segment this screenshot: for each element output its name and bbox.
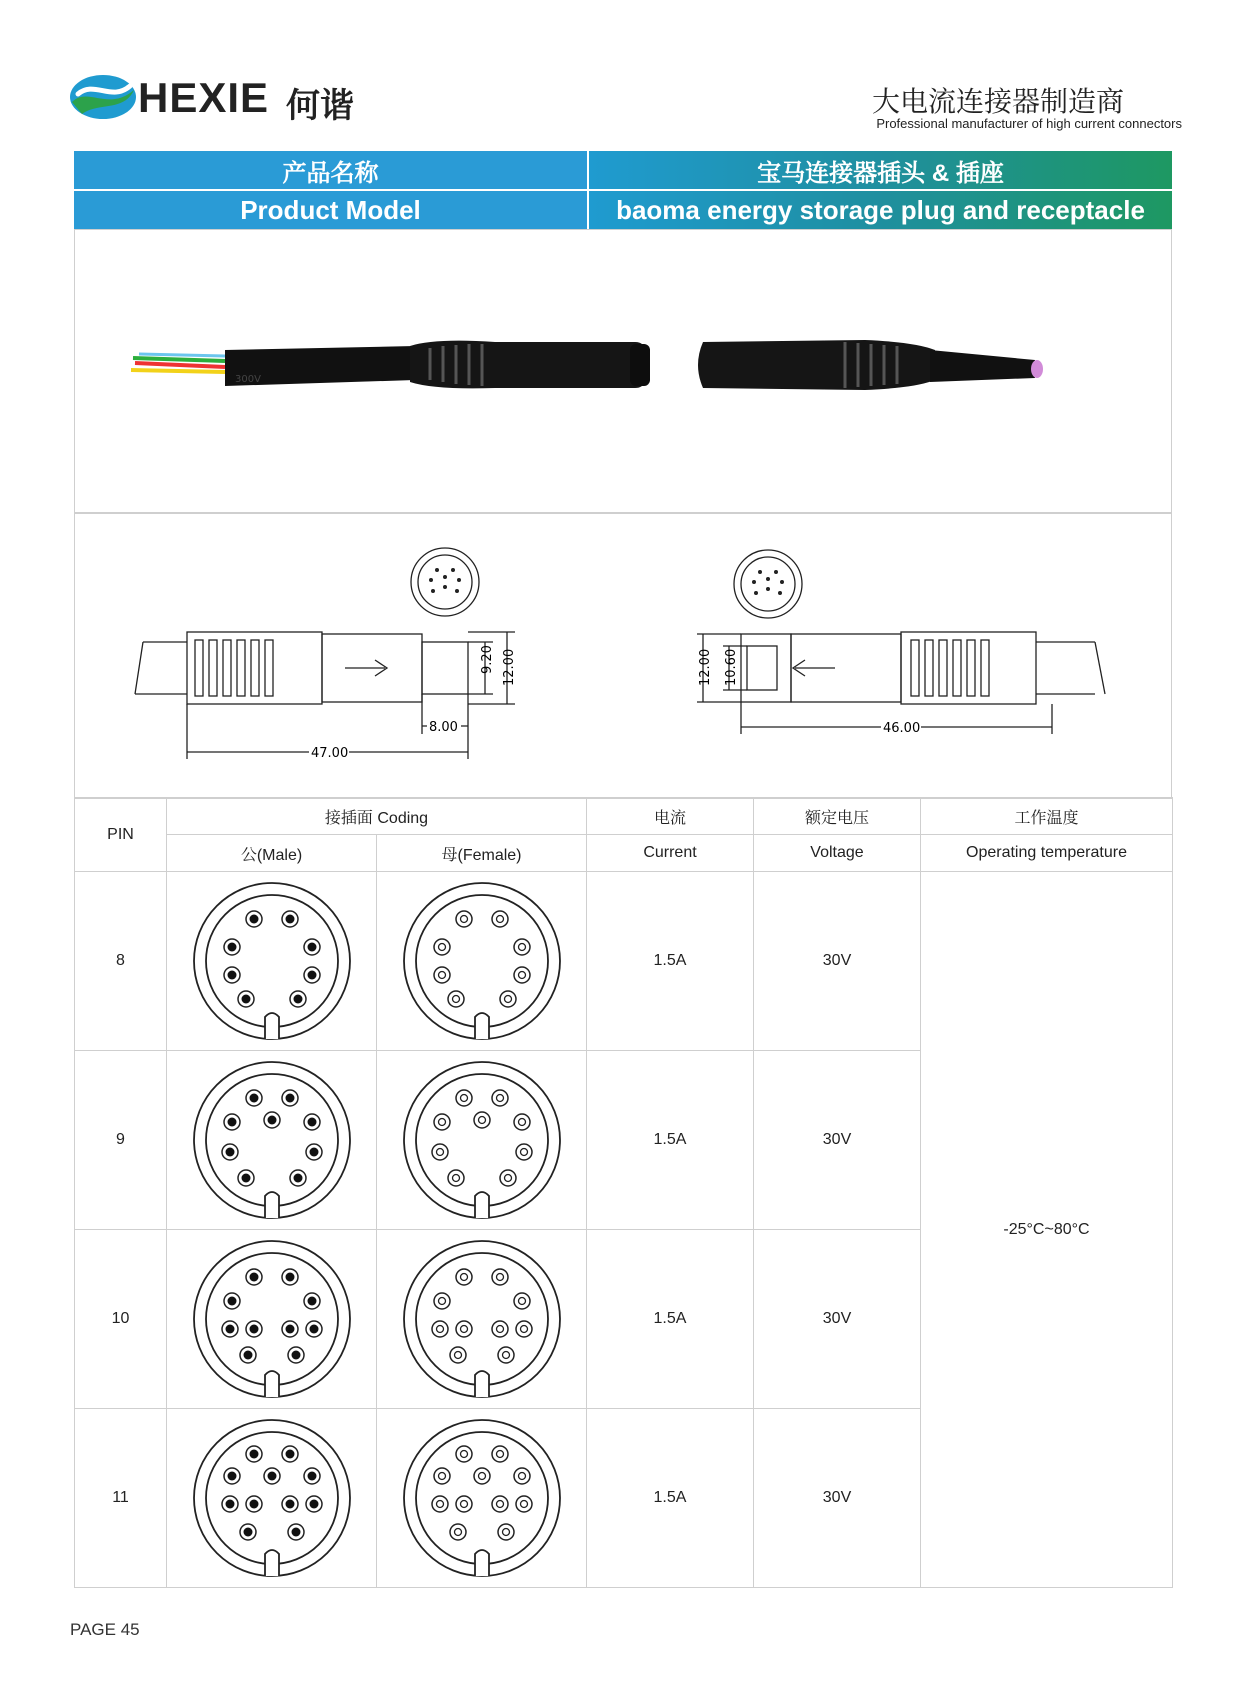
hexie-logo-icon [68,72,138,122]
svg-text:300V: 300V [235,374,261,385]
voltage-value: 30V [754,1230,921,1409]
pin-count: 8 [75,872,167,1051]
female-8pin-face-icon [399,878,565,1044]
table-row [75,872,1173,1051]
technical-drawing [75,514,1170,796]
dim-male-length: 47.00 [311,746,349,761]
header-temp-cn: 工作温度 [921,798,1173,835]
male-9pin-face-icon [189,1057,355,1223]
header-current-cn: 电流 [587,798,754,835]
header-temp-en: Operating temperature [921,835,1173,872]
header-male: 公(Male) [167,835,377,872]
product-photo [75,230,1170,510]
voltage-value: 30V [754,872,921,1051]
spec-table [74,797,1173,1588]
technical-drawing-panel [74,513,1172,799]
dim-male-d1: 9.20 [480,645,495,674]
pin-count: 9 [75,1051,167,1230]
pin-count: 11 [75,1409,167,1588]
product-name-label-cn: 产品名称 [74,151,587,189]
male-11pin-face-icon [189,1415,355,1581]
product-model-label: Product Model [74,191,587,229]
voltage-value: 30V [754,1409,921,1588]
wire-bundle-icon [131,354,225,378]
current-value: 1.5A [587,1230,754,1409]
temperature-value: -25°C~80°C [921,872,1173,1588]
current-value: 1.5A [587,872,754,1051]
female-11pin-face-icon [399,1415,565,1581]
brand-name: HEXIE [138,74,270,121]
male-8pin-face-icon [189,878,355,1044]
current-value: 1.5A [587,1409,754,1588]
tagline-en: Professional manufacturer of high current connectors [876,116,1182,131]
dim-male-d2: 12.00 [502,648,517,686]
current-value: 1.5A [587,1051,754,1230]
dim-male-tip: 8.00 [429,720,458,735]
product-name-value-cn: 宝马连接器插头 & 插座 [589,151,1172,189]
female-9pin-face-icon [399,1057,565,1223]
page-number: PAGE 45 [70,1620,140,1639]
voltage-value: 30V [754,1051,921,1230]
product-model-value: baoma energy storage plug and receptacle [589,191,1172,229]
header-current-en: Current [587,835,754,872]
header-coding: 接插面 Coding [167,798,587,835]
tagline-cn: 大电流连接器制造商 [871,85,1124,118]
brand-name-cn: 何谐 [286,86,354,126]
female-10pin-face-icon [399,1236,565,1402]
male-10pin-face-icon [189,1236,355,1402]
header-pin: PIN [75,798,167,872]
header-voltage-en: Voltage [754,835,921,872]
product-photo-panel [74,229,1172,513]
dim-female-d2: 12.00 [698,648,713,686]
header-female: 母(Female) [377,835,587,872]
dim-female-length: 46.00 [883,721,921,736]
pin-count: 10 [75,1230,167,1409]
header-voltage-cn: 额定电压 [754,798,921,835]
dim-female-d1: 10.60 [724,648,739,686]
